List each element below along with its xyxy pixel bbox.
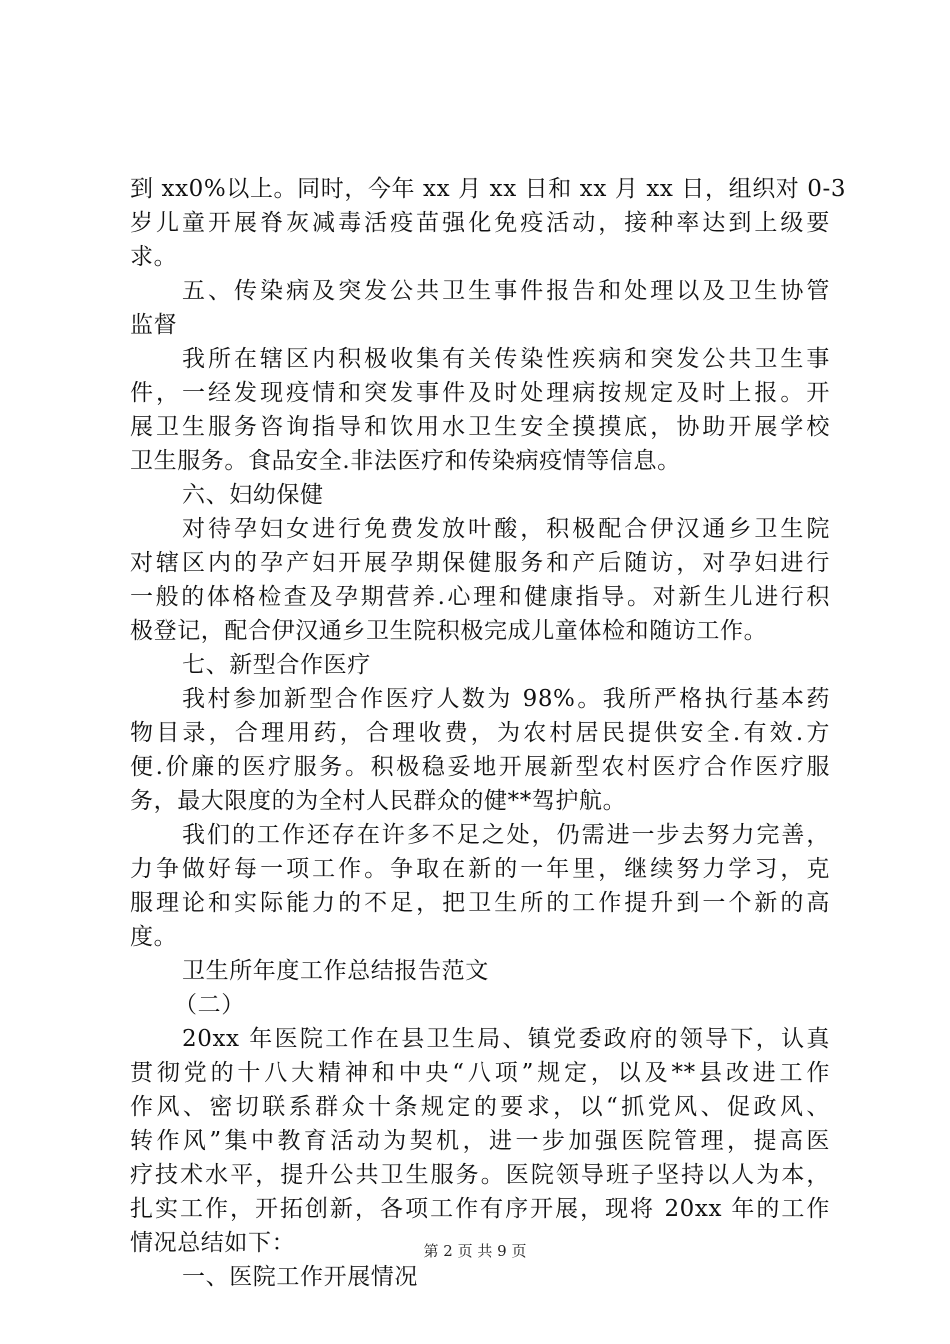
section-heading-cont: 监督 [130, 312, 178, 338]
section-heading: 七、新型合作医疗 [182, 652, 371, 678]
text-line: 20xx 年医院工作在县卫生局、镇党委政府的领导下，认真 [182, 1026, 830, 1052]
text-line: 服理论和实际能力的不足，把卫生所的工作提升到一个新的高 [130, 890, 830, 916]
text-line: 便.价廉的医疗服务。积极稳妥地开展新型农村医疗合作医疗服 [130, 754, 830, 780]
text-line: 转作风”集中教育活动为契机，进一步加强医院管理，提高医 [130, 1128, 830, 1154]
text-line: 作风、密切联系群众十条规定的要求，以“抓党风、促政风、 [130, 1094, 830, 1120]
text-line: 我所在辖区内积极收集有关传染性疾病和突发公共卫生事 [182, 346, 830, 372]
text-line: 一般的体格检查及孕期营养.心理和健康指导。对新生儿进行积 [130, 584, 830, 610]
section-heading: 五、传染病及突发公共卫生事件报告和处理以及卫生协管 [182, 278, 830, 304]
text-line: 扎实工作，开拓创新，各项工作有序开展，现将 20xx 年的工作 [130, 1196, 830, 1222]
page-number: 第 2 页 共 9 页 [423, 1242, 527, 1260]
text-line: 物目录，合理用药，合理收费，为农村居民提供安全.有效.方 [130, 720, 830, 746]
text-line: 岁儿童开展脊灰减毒活疫苗强化免疫活动，接种率达到上级要 [130, 210, 830, 236]
text-line: 我村参加新型合作医疗人数为 98%。我所严格执行基本药 [182, 686, 830, 712]
text-line: 情况总结如下： [130, 1230, 296, 1256]
text-line: 对辖区内的孕产妇开展孕期保健服务和产后随访，对孕妇进行 [130, 550, 830, 576]
article-title: 卫生所年度工作总结报告范文 [182, 958, 489, 984]
text-line: 卫生服务。食品安全.非法医疗和传染病疫情等信息。 [130, 448, 681, 474]
section-heading: 一、医院工作开展情况 [182, 1264, 418, 1290]
text-line: 疗技术水平，提升公共卫生服务。医院领导班子坚持以人为本， [130, 1162, 830, 1188]
text-line: 到 xx0%以上。同时，今年 xx 月 xx 日和 xx 月 xx 日，组织对 0-3 [130, 176, 847, 202]
document-body [130, 172, 847, 1294]
article-subtitle: （二） [174, 992, 245, 1018]
text-line: 对待孕妇女进行免费发放叶酸，积极配合伊汉通乡卫生院 [182, 516, 830, 542]
text-line: 我们的工作还存在许多不足之处，仍需进一步去努力完善， [182, 822, 830, 848]
text-line: 贯彻党的十八大精神和中央“八项”规定，以及**县改进工作 [130, 1060, 830, 1086]
text-line: 极登记，配合伊汉通乡卫生院积极完成儿童体检和随访工作。 [130, 618, 768, 644]
text-line: 务，最大限度的为全村人民群众的健**驾护航。 [130, 788, 627, 814]
text-line: 力争做好每一项工作。争取在新的一年里，继续努力学习，克 [130, 856, 830, 882]
text-line: 展卫生服务咨询指导和饮用水卫生安全摸摸底，协助开展学校 [130, 414, 830, 440]
text-line: 求。 [130, 244, 178, 270]
text-line: 度。 [130, 924, 178, 950]
section-heading: 六、妇幼保健 [182, 482, 324, 508]
text-line: 件，一经发现疫情和突发事件及时处理病按规定及时上报。开 [130, 380, 830, 406]
